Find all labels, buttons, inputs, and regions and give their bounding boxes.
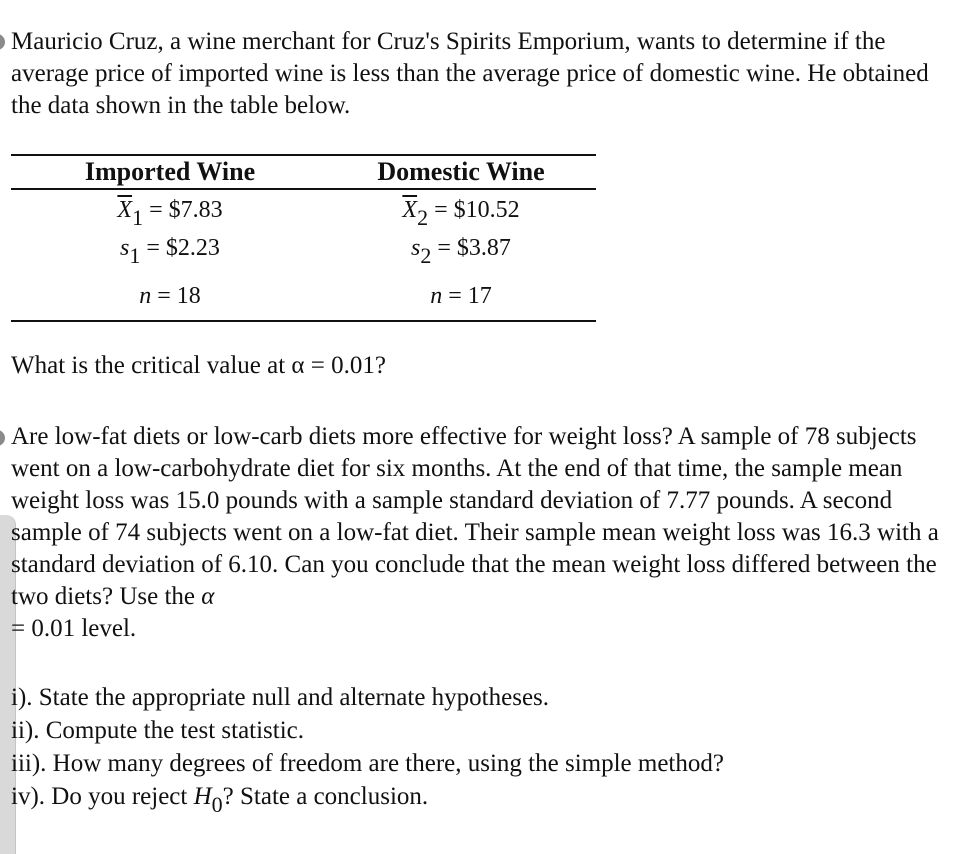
subquestion-iii: iii). How many degrees of freedom are there, using the simple method? — [11, 750, 724, 777]
xbar-symbol-1: $\overline{X}$ — [117, 197, 133, 223]
sd2-value: = $3.87 — [431, 235, 511, 261]
sd-domestic — [361, 232, 561, 268]
mean-imported — [65, 194, 275, 230]
question-2-text — [11, 421, 941, 645]
mean1-subscript: 1 — [132, 205, 144, 230]
question-marker-1 — [0, 34, 5, 50]
n2-value: = 17 — [442, 283, 492, 309]
question-1-text: Mauricio Cruz, a wine merchant for Cruz's Spirits Emporium, wants to determine if the average price of imported wine is less than the average price of domestic wine. He obtained the data shown in the table below. — [11, 28, 929, 119]
subquestion-iv-suffix: ? State a conclusion. — [222, 783, 429, 810]
s-symbol-2: s — [411, 235, 421, 261]
h0-subscript: 0 — [211, 792, 223, 817]
mean2-subscript: 2 — [417, 205, 429, 230]
subquestion-i: i). State the appropriate null and alternate hypotheses. — [11, 684, 550, 711]
question-2-body: Are low-fat diets or low-carb diets more effective for weight loss? A sample of 78 subjects went on a low-carbohydrate diet for six months. At the end of that time, the sample mean weight loss was 15.0 pounds with a sample standard deviation of 7.77 pounds. A second sample of 74 subjects went on a low-fat diet. Their sample mean weight loss was 16.3 with a standard deviation of 6.10. Can you conclude that the mean weight loss differed between the two diets? Use the — [11, 423, 939, 610]
table-row-sd — [11, 230, 596, 276]
question-marker-2 — [0, 430, 5, 446]
subquestion-iv — [11, 781, 429, 817]
subquestion-iv-prefix: iv). Do you reject — [11, 783, 194, 810]
n-imported — [65, 280, 275, 312]
table-row-mean — [11, 190, 596, 230]
mean1-value: = $7.83 — [143, 197, 223, 223]
table-header-row — [11, 156, 596, 190]
sd2-subscript: 2 — [420, 243, 432, 268]
wine-price-table — [11, 154, 596, 322]
mean2-value: = $10.52 — [428, 197, 520, 223]
alpha-level: = 0.01 level. — [11, 615, 137, 642]
critical-value-question: What is the critical value at α = 0.01? — [11, 352, 386, 379]
table-row-n — [11, 276, 596, 320]
s-symbol-1: s — [120, 235, 130, 261]
header-imported-wine: Imported Wine — [84, 157, 256, 186]
sd1-subscript: 1 — [129, 243, 141, 268]
n-symbol-1: n — [139, 283, 152, 309]
xbar-symbol-2: $\overline{X}$ — [402, 197, 418, 223]
n-domestic — [361, 280, 561, 312]
header-domestic-wine: Domestic Wine — [377, 157, 545, 186]
sd1-value: = $2.23 — [140, 235, 220, 261]
subquestion-ii: ii). Compute the test statistic. — [11, 717, 305, 744]
n-symbol-2: n — [430, 283, 443, 309]
sd-imported — [65, 232, 275, 268]
n1-value: = 18 — [151, 283, 201, 309]
mean-domestic — [361, 194, 561, 230]
alpha-symbol: α — [201, 583, 215, 610]
h0-symbol: H — [193, 783, 212, 810]
